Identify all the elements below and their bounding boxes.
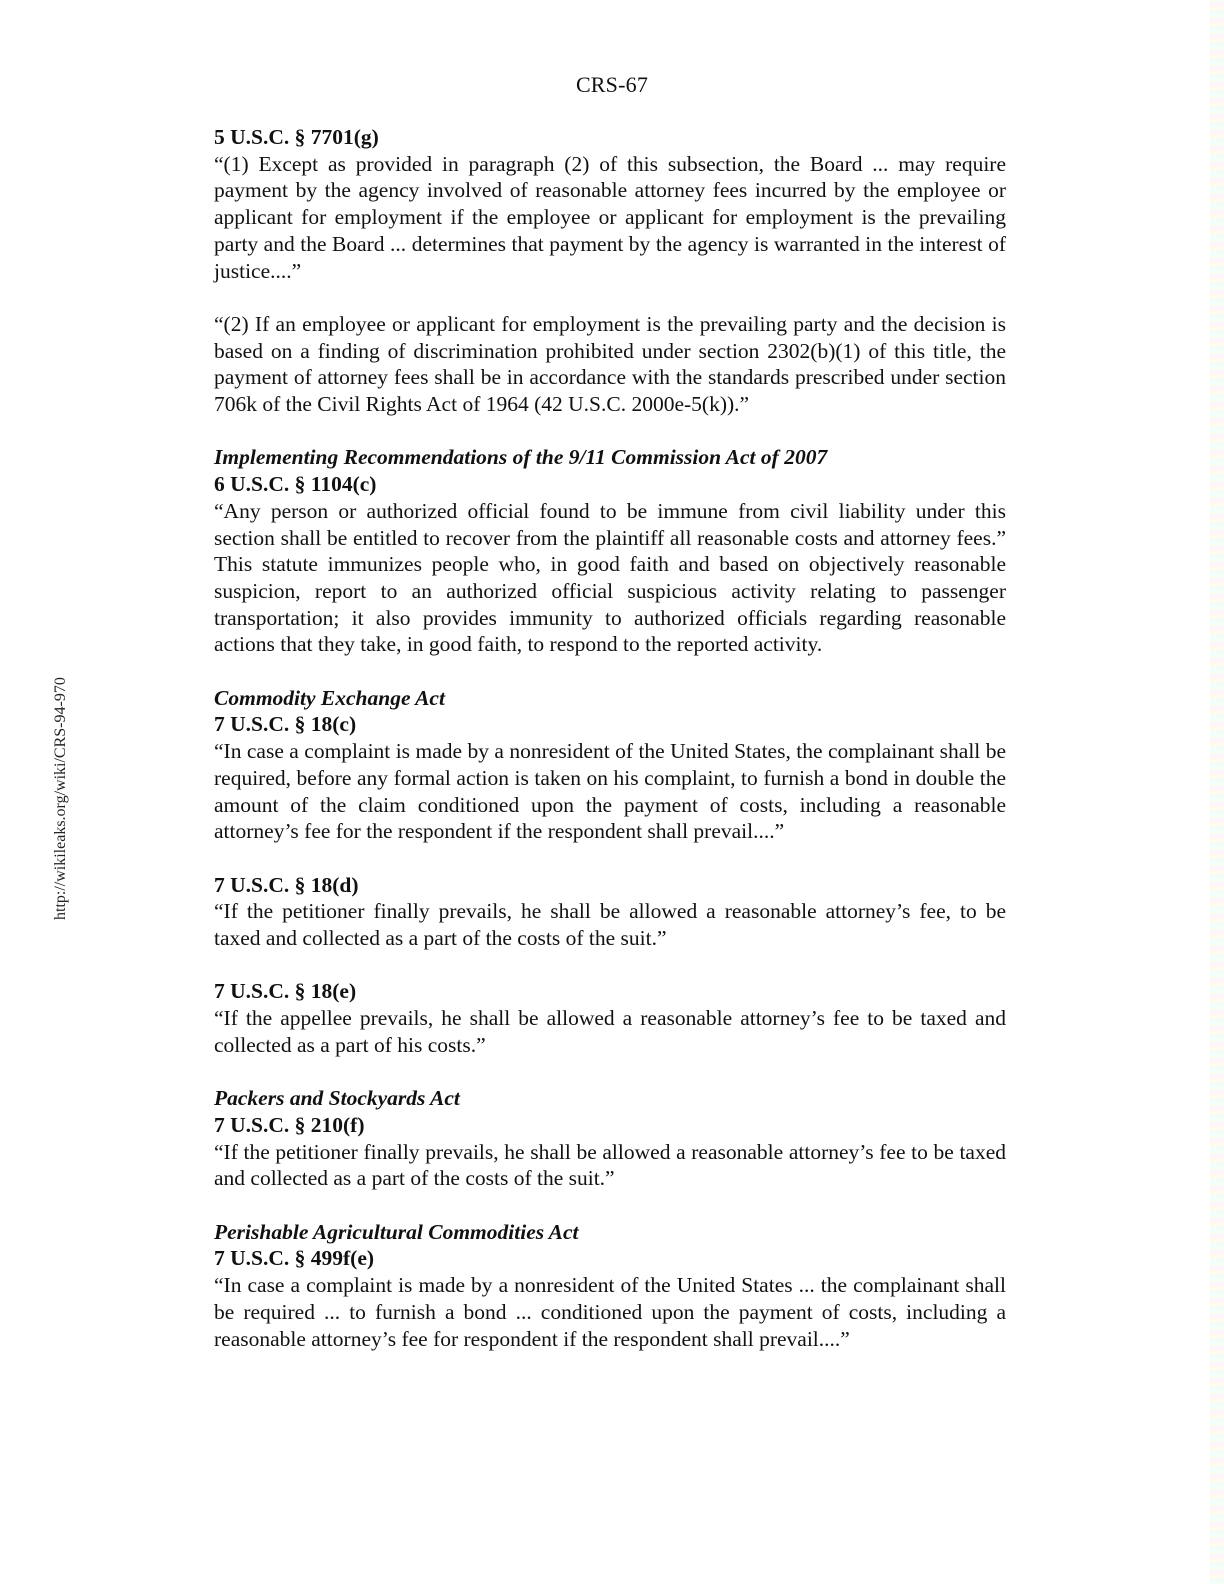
document-body — [214, 124, 1006, 1352]
statute-section — [214, 444, 1006, 658]
statute-section — [214, 872, 1006, 952]
act-title: Implementing Recommendations of the 9/11 Commission Act of 2007 — [214, 445, 828, 470]
statute-section — [214, 685, 1006, 845]
quote-paragraph: “Any person or authorized official found to be immune from civil liability under this section shall be entitled to recover from the plaintiff all reasonable costs and attorney fees.” This statute immunizes people who, in good faith and based on objectively reasonable suspicion, report to an authorized official suspicious activity relating to passenger transportation; it also provides immunity to authorized officials regarding reasonable actions that they take, in good faith, to respond to the reported activity. — [214, 498, 1006, 657]
statute-section — [214, 978, 1006, 1058]
citation: 7 U.S.C. § 18(e) — [214, 979, 357, 1004]
quote-paragraph: “(1) Except as provided in paragraph (2) of this subsection, the Board ... may require payment by the agency involved of reasonable attorney fees incurred by the employee or applicant for employment if the employee or applicant for employment is the prevailing party and the Board ... determines that payment by the agency is warranted in the interest of justice....” — [214, 151, 1006, 283]
side-url-watermark: http://wikileaks.org/wiki/CRS-94-970 — [52, 677, 69, 920]
quote-paragraph: “(2) If an employee or applicant for employment is the prevailing party and the decision is based on a finding of discrimination prohibited under section 2302(b)(1) of this title, the payment of attorney fees shall be in accordance with the standards prescribed under section 706k of the Civil Rights Act of 1964 (42 U.S.C. 2000e-5(k)).” — [214, 311, 1006, 417]
citation: 7 U.S.C. § 210(f) — [214, 1112, 365, 1137]
quote-paragraph: “If the appellee prevails, he shall be allowed a reasonable attorney’s fee to be taxed and collected as a part of his costs.” — [214, 1006, 1006, 1057]
citation: 5 U.S.C. § 7701(g) — [214, 125, 379, 149]
scan-edge-artifact — [1210, 0, 1224, 1584]
citation: 7 U.S.C. § 18(d) — [214, 872, 359, 897]
quote-paragraph: “In case a complaint is made by a nonresident of the United States, the complainant shall be required, before any formal action is taken on his complaint, to furnish a bond in double the amount of the claim conditioned upon the payment of costs, including a reasonable attorney’s fee for the respondent if the respondent shall prevail....” — [214, 739, 1006, 844]
citation: 7 U.S.C. § 18(c) — [214, 712, 357, 737]
quote-paragraph: “If the petitioner finally prevails, he shall be allowed a reasonable attorney’s fee to be taxed and collected as a part of the costs of the suit.” — [214, 1139, 1006, 1191]
citation: 6 U.S.C. § 1104(c) — [214, 472, 377, 497]
quote-paragraph: “If the petitioner finally prevails, he shall be allowed a reasonable attorney’s fee, to be taxed and collected as a part of the costs of the suit.” — [214, 899, 1006, 951]
act-title: Commodity Exchange Act — [214, 685, 445, 710]
statute-section — [214, 1219, 1006, 1353]
citation: 7 U.S.C. § 499f(e) — [214, 1246, 375, 1271]
page-header: CRS-67 — [575, 72, 649, 97]
quote-paragraph: “In case a complaint is made by a nonresident of the United States ... the complainant shall be required ... to furnish a bond ... conditioned upon the payment of costs, including a reasonable attorney’s fee for respondent if the respondent shall prevail....” — [214, 1273, 1006, 1351]
statute-section — [214, 1085, 1006, 1192]
act-title: Perishable Agricultural Commodities Act — [214, 1219, 579, 1244]
act-title: Packers and Stockyards Act — [214, 1086, 460, 1111]
statute-section — [214, 124, 1006, 418]
